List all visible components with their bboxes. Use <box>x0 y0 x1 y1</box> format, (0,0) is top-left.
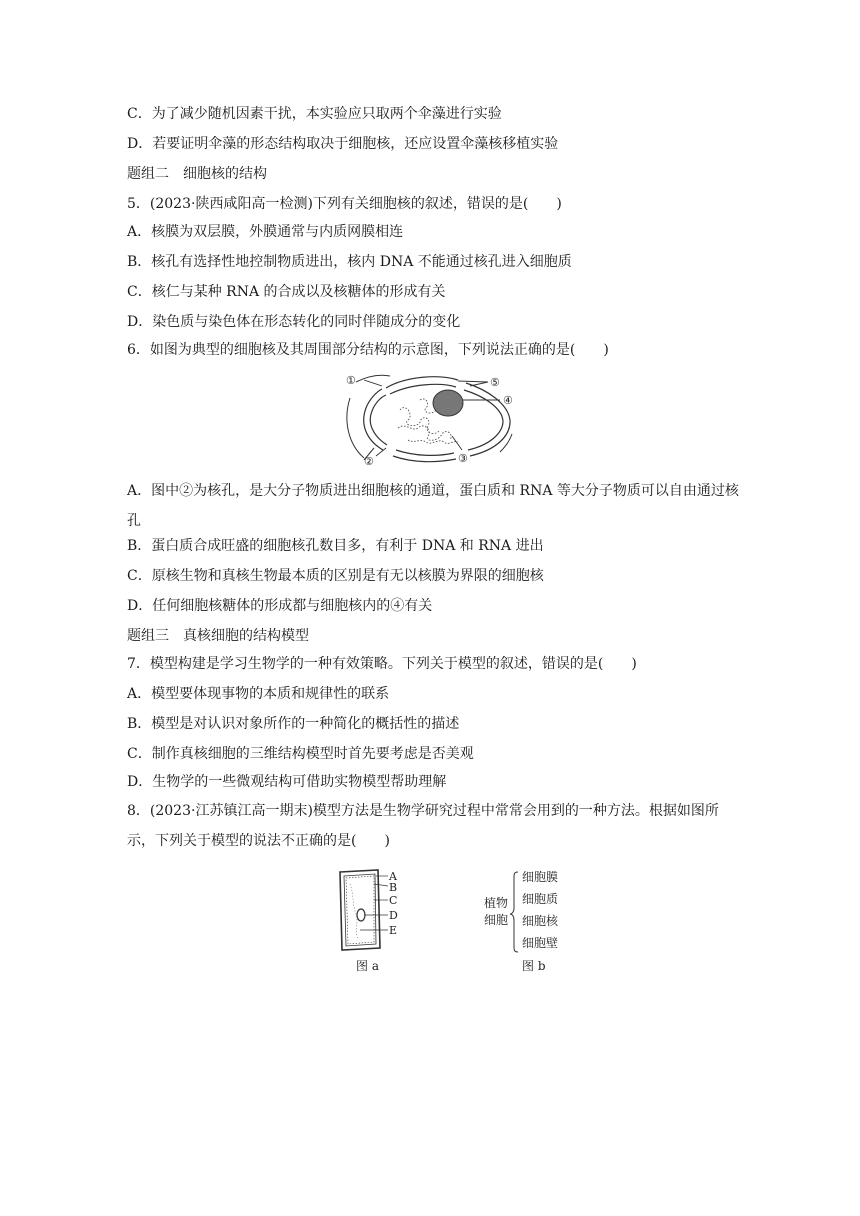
label-e: E <box>389 924 398 937</box>
question-8-stem: 8．(2023·江苏镇江高一期末)模型方法是生物学研究过程中常常会用到的一种方法。根据如图所示，下列关于模型的说法不正确的是( ) <box>127 803 719 849</box>
concept-map-diagram <box>478 864 578 976</box>
option-c-q5: C．核仁与某种 RNA 的合成以及核糖体的形成有关 <box>127 284 446 300</box>
option-c-q7: C．制作真核细胞的三维结构模型时首先要考虑是否美观 <box>127 746 474 762</box>
section-heading-3: 题组三 真核细胞的结构模型 <box>127 628 309 644</box>
plant-cell-diagram <box>330 864 410 976</box>
question-5-stem: 5．(2023·陕西咸阳高一检测)下列有关细胞核的叙述，错误的是( ) <box>127 196 562 212</box>
nucleus-diagram <box>338 370 528 470</box>
option-d-q5: D．染色质与染色体在形态转化的同时伴随成分的变化 <box>127 314 461 330</box>
group-label-plant: 植物 <box>484 896 509 910</box>
option-b-q5: B．核孔有选择性地控制物质进出，核内 DNA 不能通过核孔进入细胞质 <box>127 254 572 270</box>
item-cell-wall: 细胞壁 <box>522 936 559 950</box>
question-7-stem: 7．模型构建是学习生物学的一种有效策略。下列关于模型的叙述，错误的是( ) <box>127 656 637 672</box>
option-b-q7: B．模型是对认识对象所作的一种简化的概括性的描述 <box>127 716 460 732</box>
label-5: ⑤ <box>490 376 500 389</box>
option-c-q6: C．原核生物和真核生物最本质的区别是有无以核膜为界限的细胞核 <box>127 568 544 584</box>
option-a-q5: A．核膜为双层膜，外膜通常与内质网膜相连 <box>127 224 404 240</box>
label-2: ② <box>364 455 374 468</box>
caption-a: 图 a <box>356 959 379 973</box>
option-c-q4: C．为了减少随机因素干扰，本实验应只取两个伞藻进行实验 <box>127 106 502 122</box>
option-d-q6: D．任何细胞核糖体的形成都与细胞核内的④有关 <box>127 598 433 614</box>
label-a: A <box>389 870 397 883</box>
label-d: D <box>389 909 398 922</box>
item-cell-membrane: 细胞膜 <box>522 870 559 884</box>
item-cytoplasm: 细胞质 <box>522 892 559 906</box>
label-c: C <box>389 894 398 907</box>
option-a-q7: A．模型要体现事物的本质和规律性的联系 <box>127 686 390 702</box>
option-d-q4: D．若要证明伞藻的形态结构取决于细胞核，还应设置伞藻核移植实验 <box>127 136 559 152</box>
section-heading-2: 题组二 细胞核的结构 <box>127 166 267 182</box>
label-b: B <box>389 881 398 894</box>
option-b-q6: B．蛋白质合成旺盛的细胞核孔数目多，有利于 DNA 和 RNA 进出 <box>127 538 544 554</box>
question-6-stem: 6．如图为典型的细胞核及其周围部分结构的示意图，下列说法正确的是( ) <box>127 342 609 358</box>
option-d-q7: D．生物学的一些微观结构可借助实物模型帮助理解 <box>127 774 447 790</box>
option-a-q6: A．图中②为核孔，是大分子物质进出细胞核的通道，蛋白质和 RNA 等大分子物质可以自由通过核孔 <box>127 483 739 529</box>
label-1: ① <box>346 374 356 387</box>
label-3: ③ <box>458 452 468 465</box>
group-label-cell: 细胞 <box>484 913 509 927</box>
caption-b: 图 b <box>522 959 546 973</box>
item-nucleus: 细胞核 <box>522 914 559 928</box>
label-4: ④ <box>503 394 513 407</box>
